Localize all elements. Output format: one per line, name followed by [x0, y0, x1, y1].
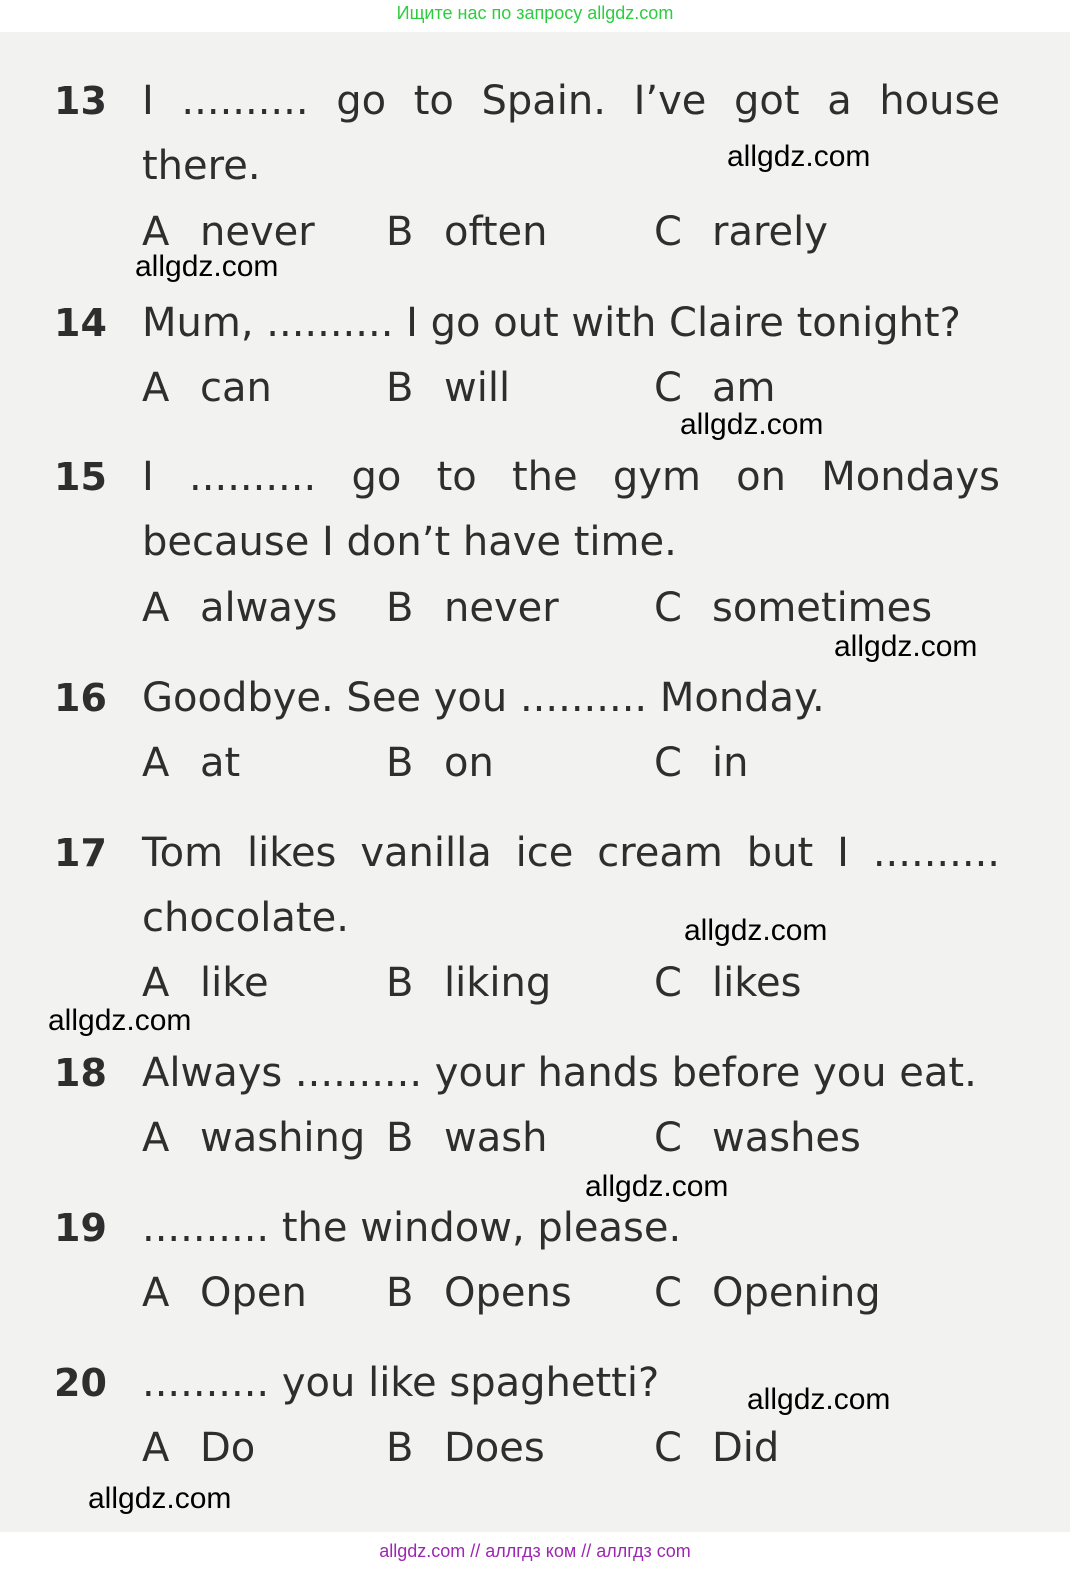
option-letter: C [654, 1270, 682, 1316]
answer-option-a[interactable] [142, 740, 240, 786]
answer-option-b[interactable] [386, 209, 548, 255]
question-text-line: Mum, .......... I go out with Claire tonight? [142, 300, 961, 346]
option-text: always [200, 585, 338, 631]
question-word: Mondays [821, 454, 1000, 500]
question-word: to [436, 454, 477, 500]
answer-option-a[interactable] [142, 365, 272, 411]
option-letter: C [654, 960, 682, 1006]
question-text-line: Goodbye. See you .......... Monday. [142, 675, 825, 721]
watermark: allgdz.com [727, 140, 871, 173]
bottom-banner[interactable]: allgdz.com // аллгдз ком // аллгдз com [379, 1541, 691, 1561]
question-number: 14 [54, 301, 107, 345]
option-letter: C [654, 365, 682, 411]
question-number: 20 [54, 1361, 107, 1405]
question-text-line: because I don’t have time. [142, 519, 677, 565]
option-text: sometimes [712, 585, 933, 631]
answer-option-c[interactable] [654, 1425, 779, 1471]
option-text: often [444, 209, 548, 255]
answer-option-c[interactable] [654, 209, 828, 255]
option-text: at [200, 740, 241, 786]
answer-option-c[interactable] [654, 365, 775, 411]
option-letter: B [386, 740, 414, 786]
answer-option-c[interactable] [654, 1115, 861, 1161]
option-letter: B [386, 960, 414, 1006]
answer-option-c[interactable] [654, 740, 748, 786]
answer-option-b[interactable] [386, 1115, 547, 1161]
question-number: 17 [54, 831, 107, 875]
answer-option-a[interactable] [142, 1115, 365, 1161]
question-word: gym [612, 454, 701, 500]
option-letter: C [654, 740, 682, 786]
option-text: washing [200, 1115, 366, 1161]
question-word: I [837, 830, 849, 876]
option-letter: B [386, 1115, 414, 1161]
question-text-line: Always .......... your hands before you eat. [142, 1050, 977, 1096]
option-text: Opening [712, 1270, 881, 1316]
option-text: Does [444, 1425, 545, 1471]
option-text: am [712, 365, 776, 411]
answer-option-a[interactable] [142, 1270, 307, 1316]
question-number: 18 [54, 1051, 107, 1095]
option-letter: A [142, 1270, 170, 1316]
option-letter: C [654, 1115, 682, 1161]
watermark: allgdz.com [585, 1170, 729, 1203]
question-number: 19 [54, 1206, 107, 1250]
option-text: likes [712, 960, 802, 1006]
answer-option-a[interactable] [142, 585, 337, 631]
watermark: allgdz.com [48, 1004, 192, 1037]
answer-option-c[interactable] [654, 1270, 881, 1316]
option-letter: A [142, 585, 170, 631]
question-word: go [336, 78, 387, 124]
watermark: allgdz.com [684, 914, 828, 947]
answer-option-c[interactable] [654, 960, 801, 1006]
answer-option-a[interactable] [142, 1425, 255, 1471]
option-letter: B [386, 365, 414, 411]
watermark: allgdz.com [135, 250, 279, 283]
question-word: ice [515, 830, 574, 876]
option-letter: A [142, 365, 170, 411]
option-text: washes [712, 1115, 861, 1161]
question-text-line [142, 830, 1000, 876]
option-text: Opens [444, 1270, 572, 1316]
option-text: on [444, 740, 494, 786]
option-letter: C [654, 209, 682, 255]
option-text: wash [444, 1115, 548, 1161]
option-text: rarely [712, 209, 828, 255]
option-letter: A [142, 960, 170, 1006]
watermark: allgdz.com [747, 1383, 891, 1416]
watermark: allgdz.com [834, 630, 978, 663]
option-text: like [200, 960, 269, 1006]
question-word: go [351, 454, 402, 500]
option-text: Open [200, 1270, 307, 1316]
question-word: I’ve [633, 78, 707, 124]
question-word: .......... [181, 78, 309, 124]
question-word: likes [246, 830, 337, 876]
question-word: .......... [872, 830, 1000, 876]
answer-option-b[interactable] [386, 585, 559, 631]
question-word: Tom [142, 830, 224, 876]
question-text-line [142, 454, 1000, 500]
answer-option-b[interactable] [386, 365, 510, 411]
question-word: a [827, 78, 852, 124]
question-number: 13 [54, 79, 107, 123]
question-word: Spain. [481, 78, 606, 124]
option-text: Did [712, 1425, 780, 1471]
answer-option-a[interactable] [142, 960, 269, 1006]
option-letter: B [386, 209, 414, 255]
option-text: can [200, 365, 272, 411]
watermark: allgdz.com [88, 1482, 232, 1515]
question-word: but [746, 830, 814, 876]
question-word: vanilla [360, 830, 492, 876]
question-text-line: .......... you like spaghetti? [142, 1360, 660, 1406]
answer-option-b[interactable] [386, 740, 494, 786]
watermark: allgdz.com [680, 408, 824, 441]
top-banner[interactable]: Ищите нас по запросу allgdz.com [396, 3, 674, 23]
option-text: never [444, 585, 559, 631]
question-text-line: there. [142, 143, 261, 189]
answer-option-b[interactable] [386, 1270, 572, 1316]
answer-option-b[interactable] [386, 960, 551, 1006]
question-text-line: chocolate. [142, 895, 349, 941]
question-word: house [879, 78, 1000, 124]
question-text-line: .......... the window, please. [142, 1205, 682, 1251]
question-text-line [142, 78, 1000, 124]
option-letter: A [142, 209, 170, 255]
question-word: I [142, 454, 154, 500]
option-text: liking [444, 960, 552, 1006]
question-number: 15 [54, 455, 107, 499]
answer-option-a[interactable] [142, 209, 315, 255]
option-letter: C [654, 1425, 682, 1471]
question-word: .......... [189, 454, 317, 500]
question-word: on [736, 454, 786, 500]
option-text: never [200, 209, 315, 255]
option-text: in [712, 740, 749, 786]
option-letter: A [142, 740, 170, 786]
option-letter: B [386, 1425, 414, 1471]
question-word: I [142, 78, 154, 124]
question-word: the [511, 454, 578, 500]
answer-option-c[interactable] [654, 585, 932, 631]
option-text: will [444, 365, 511, 411]
option-letter: C [654, 585, 682, 631]
option-text: Do [200, 1425, 256, 1471]
question-word: cream [597, 830, 723, 876]
option-letter: B [386, 1270, 414, 1316]
option-letter: A [142, 1115, 170, 1161]
question-word: got [734, 78, 800, 124]
answer-option-b[interactable] [386, 1425, 545, 1471]
option-letter: B [386, 585, 414, 631]
option-letter: A [142, 1425, 170, 1471]
question-number: 16 [54, 676, 107, 720]
question-word: to [413, 78, 454, 124]
